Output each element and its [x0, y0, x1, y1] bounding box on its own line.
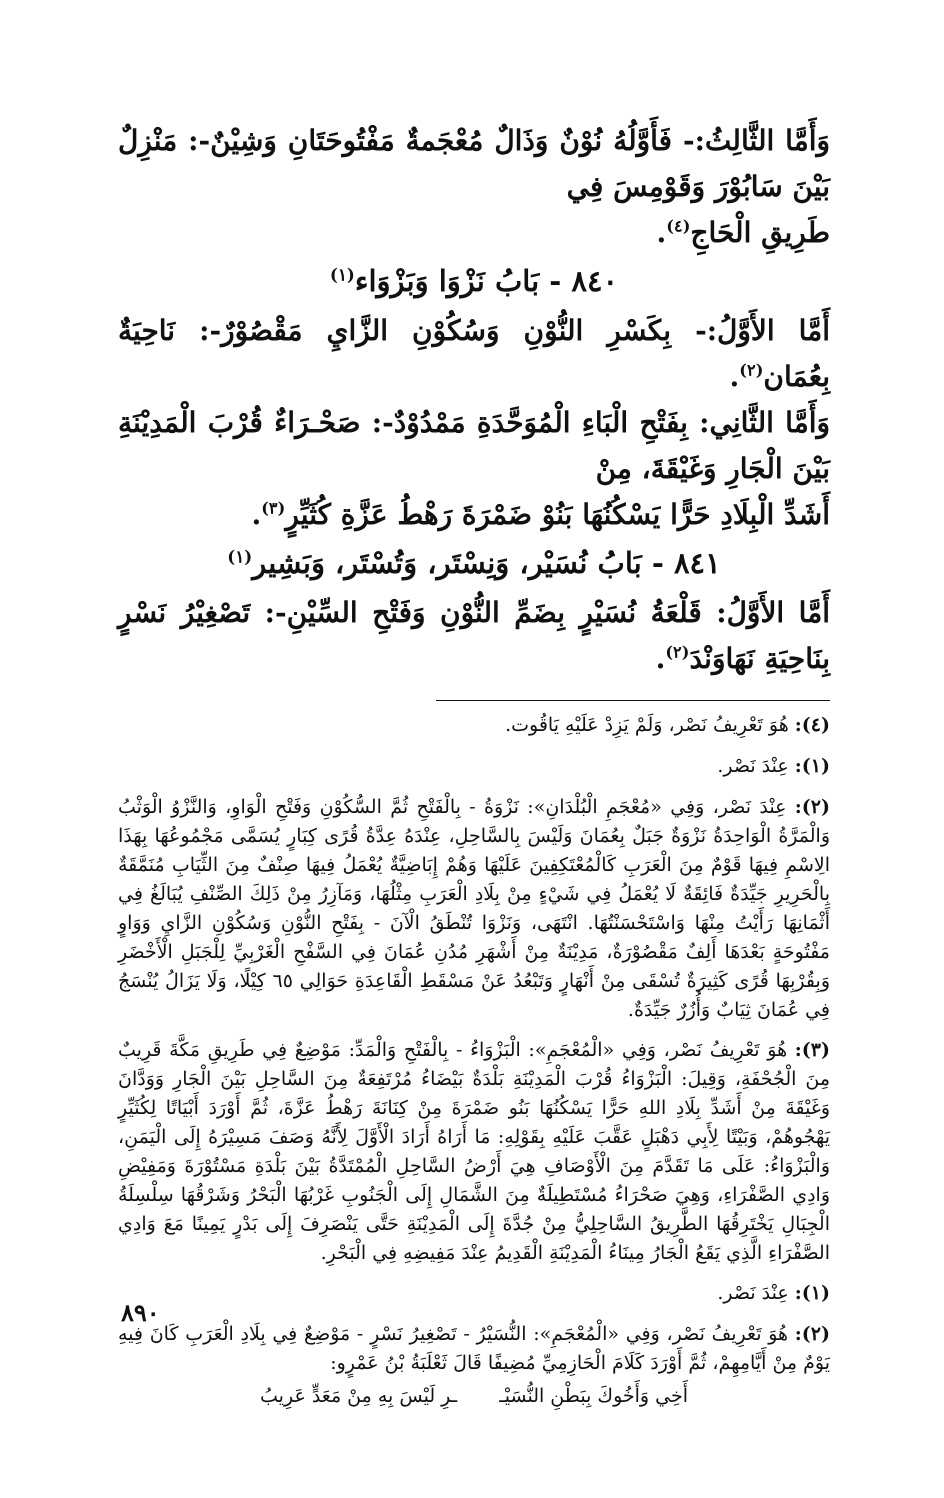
third-entry-line-2: طَرِيقِ الْحَاجِ$^{(٤)}$.	[656, 216, 830, 249]
main-text	[118, 118, 830, 682]
footnote-2a	[118, 793, 830, 1025]
footnote-2a-label: (٢):	[794, 796, 830, 818]
verse-right-hemistich: أَخِي وَأَخُوكَ بِبَطْنِ النُّسَيْـ	[499, 1385, 688, 1407]
footnote-4	[118, 711, 830, 740]
entry-840-second-ref: (٣)	[261, 498, 286, 518]
footnote-2b-label: (٢):	[794, 1323, 830, 1345]
entry-840-second-line-2-text: أَشَدِّ الْبِلَادِ حَرًّا يَسْكُنُهَا بَنُوْ ضَمْرَةَ رَهْطُ عَزَّةِ كُثَيِّرٍ	[285, 498, 830, 531]
footnote-3-text: هُوَ تَعْرِيفُ نَصْر، وَفِي «الْمُعْجَمِ»: الْبَزْوَاءُ - بِالْفَتْحِ وَالْمَدِّ: مَوْضِعٌ فِي طَرِيقِ مَكَّةَ قَرِيبٌ مِنَ الْجُحْفَةِ، وَقِيلَ: الْبَزْوَاءُ قُرْبَ الْمَدِيْنَةِ بَلْدَةٌ بَيْضَاءُ مُرْتَفِعَةٌ مِنَ السَّاحِلِ بَيْنَ الْجَارِ وَوَدَّانَ وَغَيْقَةَ مِنْ أَشَدِّ بِلَادِ اللهِ حَرًّا يَسْكُنُهَا بَنُو ضَمْرَةَ مِنْ كِنَانَةَ رَهْطُ عَزَّةَ، ثُمَّ أَوْرَدَ أَبْيَاتًا لِكُثَيِّرٍ يَهْجُوهُمْ، وَبَيْتًا لِأَبِي دَهْبَلٍ عَقَّبَ عَلَيْهِ بِقَوْلِهِ: مَا أَرَاهُ أَرَادَ الْأَوَّلَ لِأَنَّهُ وَصَفَ مَسِيْرَهُ إِلَى الْيَمَنِ، وَالْبَزْوَاءُ: عَلَى مَا تَقَدَّمَ مِنَ الْأَوْصَافِ هِيَ أَرْضُ السَّاحِلِ الْمُمْتَدَّةُ بَيْنَ بَلْدَةِ مَسْتُوْرَةَ وَمَفِيْضِ وَادِي الصَّفْرَاءِ، وَهِيَ صَحْرَاءُ مُسْتَطِيلَةٌ مِنَ الشَّمَالِ إِلَى الْجَنُوبِ غَرْبُهَا الْبَحْرُ وَشَرْقُهَا سِلْسِلَةُ الْجِبَالِ يَخْتَرِقُهَا الطَّرِيقُ السَّاحِلِيُّ مِنْ جُدَّةَ إِلَى الْمَدِيْنَةِ حَتَّى يَنْصَرِفَ إِلَى بَدْرٍ يَمِينًا مَعَ وَادِي الصَّفْرَاءِ الَّذِي يَقَعُ الْجَارُ مِينَاءُ الْمَدِيْنَةِ الْقَدِيمُ عِنْدَ مَفِيضِهِ فِي الْبَحْرِ.	[118, 1039, 830, 1264]
entry-840-first-ref: (٢)	[739, 360, 764, 380]
poetry-verse	[118, 1382, 830, 1410]
chapter-heading-840	[118, 258, 830, 304]
footnote-2b-text: هُوَ تَعْرِيفُ نَصْر، وَفِي «الْمُعْجَمِ»: النُّسَيْرُ - تَصْغِيرُ نَسْرٍ - مَوْضِعٌ فِي بِلَادِ الْعَرَبِ كَانَ فِيهِ يَوْمٌ مِنْ أَيَّامِهِمْ، ثُمَّ أَوْرَدَ كَلَامَ الْحَازِمِيِّ مُضِيفًا قَالَ ثَعْلَبَةُ بْنُ عَمْرٍو:	[118, 1323, 830, 1374]
chapter-heading-840-text: ٨٤٠ - بَابُ نَزْوَا وَبَزْوَاء	[354, 264, 619, 298]
footnote-1a-text: عِنْدَ نَصْر.	[717, 755, 789, 777]
footnote-ref-4: (٤)	[666, 216, 691, 236]
footnote-1b	[118, 1279, 830, 1308]
entry-840-first: أَمَّا الأَوَّلُ:- بِكَسْرِ النُّوْنِ وَسُكُوْنِ الزَّايِ مَقْصُوْرٌ-: نَاحِيَةٌ بِعُمَان$^{(٢)}$.	[118, 314, 830, 393]
entry-841-first-ref: (٢)	[665, 642, 690, 662]
chapter-heading-840-ref: (١)	[329, 264, 355, 285]
footnote-2b	[118, 1320, 830, 1410]
third-entry-line-2-text: طَرِيقِ الْحَاجِ	[690, 216, 830, 249]
footnote-3	[118, 1036, 830, 1268]
entry-841-first-text: أَمَّا الأَوَّلُ: قَلْعَةُ نُسَيْرٍ بِضَمِّ النُّوْنِ وَفَتْحِ السِّيْنِ-: تَصْغِيْرُ نَسْرٍ بِنَاحِيَةِ نَهَاوَنْدَ	[118, 596, 830, 675]
entry-840-first-text: أَمَّا الأَوَّلُ:- بِكَسْرِ النُّوْنِ وَسُكُوْنِ الزَّايِ مَقْصُوْرٌ-: نَاحِيَةٌ بِعُمَان	[118, 314, 830, 393]
entry-841-first: أَمَّا الأَوَّلُ: قَلْعَةُ نُسَيْرٍ بِضَمِّ النُّوْنِ وَفَتْحِ السِّيْنِ-: تَصْغِيْرُ نَسْرٍ بِنَاحِيَةِ نَهَاوَنْدَ$^{(٢)}$.	[118, 596, 830, 675]
footnote-3-label: (٣):	[794, 1039, 830, 1061]
third-entry-line-1: وَأَمَّا الثَّالِثُ:- فَأَوَّلُهُ نُوْنٌ وَذَالٌ مُعْجَمةٌ مَفْتُوحَتَانِ وَشِيْنٌ-: مَنْزِلٌ بَيْنَ سَابُوْرَ وَقَوْمِسَ فِي	[118, 124, 830, 203]
footnote-4-label: (٤):	[794, 714, 830, 736]
entry-840-second-line-2: أَشَدِّ الْبِلَادِ حَرًّا يَسْكُنُهَا بَنُوْ ضَمْرَةَ رَهْطُ عَزَّةِ كُثَيِّرٍ$^{(٣)}$.	[251, 498, 830, 531]
entry-840-second-line-1: وَأَمَّا الثَّانِي: بِفَتْحِ الْبَاءِ الْمُوَحَّدَةِ مَمْدُوْدٌ-: صَحْـرَاءٌ قُرْبَ الْمَدِيْنَةِ بَيْنَ الْجَارِ وَغَيْقَةَ، مِنْ	[118, 406, 830, 485]
footnote-4-text: هُوَ تَعْرِيفُ نَصْر، وَلَمْ يَزِدْ عَلَيْهِ يَاقُوت.	[505, 714, 789, 736]
verse-left-hemistich: ـرِ لَيْسَ بِهِ مِنْ مَعَدٍّ عَرِيبُ	[260, 1385, 458, 1407]
footnote-1b-label: (١):	[794, 1282, 830, 1304]
chapter-heading-841	[118, 540, 830, 586]
footnote-divider	[436, 700, 830, 701]
footnote-1b-text: عِنْدَ نَصْر.	[717, 1282, 789, 1304]
footnote-1a	[118, 752, 830, 781]
footnote-1a-label: (١):	[794, 755, 830, 777]
chapter-heading-841-text: ٨٤١ - بَابُ نُسَيْر، وَنِسْتَر، وَتُسْتَر، وَبَشِير	[252, 546, 721, 580]
footnotes	[118, 711, 830, 1410]
page-number: ٨٩٠	[121, 1298, 160, 1327]
chapter-heading-841-ref: (١)	[227, 546, 253, 567]
footnote-2a-text: عِنْدَ نَصْر، وَفِي «مُعْجَمِ الْبُلْدَانِ»: نَزْوَةُ - بِالْفَتْحِ ثُمَّ السُّكُوْنِ وَفَتْحِ الْوَاوِ، وَالنَّزْوُ الْوَثْبُ وَالْمَرَّةُ الْوَاحِدَةُ نَزْوَةٌ جَبَلٌ بِعُمَانَ وَلَيْسَ بِالسَّاحِلِ، عِنْدَهُ عِدَّةُ قُرًى كِبَارٍ يُسَمَّى مَجْمُوعُهَا بِهَذَا الِاسْمِ فِيهَا قَوْمٌ مِنَ الْعَرَبِ كَالْمُعْتَكِفِينَ عَلَيْهَا وَهُمْ إِبَاضِيَّةٌ يُعْمَلُ فِيهَا صِنْفٌ مِنَ الثِّيَابِ مُنَمَّقَةٌ بِالْحَرِيرِ جَيِّدَةٌ فَائِقَةٌ لَا يُعْمَلُ فِي شَيْءٍ مِنْ بِلَادِ الْعَرَبِ مِثْلُهَا، وَمَآزِرُ مِنْ ذَلِكَ الصِّنْفِ يُبَالَغُ فِي أَثْمَانِهَا رَأَيْتُ مِنْهَا وَاسْتَحْسَنْتُهَا. انْتَهَى، وَنَزْوَا تُنْطَقُ الْآنَ - بِفَتْحِ النُّوْنِ وَسُكُوْنِ الزَّايِ وَوَاوٍ مَفْتُوحَةٍ بَعْدَهَا أَلِفٌ مَقْصُوْرَةٌ، مَدِيْنَةٌ مِنْ أَشْهَرِ مُدُنِ عُمَانَ فِي السَّفْحِ الْغَرْبِيِّ لِلْجَبَلِ الْأَخْضَرِ وَبِقُرْبِهَا قُرًى كَثِيرَةٌ تُسْقَى مِنْ أَنْهَارٍ وَتَبْعُدُ عَنْ مَسْقَطِ الْقَاعِدَةِ حَوَالِي ٦٥ كِيْلًا، وَلَا يَزَالُ يُنْسَجُ فِي عُمَانَ ثِيَابٌ وَأُزُرٌ جَيِّدَةٌ.	[118, 796, 830, 1021]
